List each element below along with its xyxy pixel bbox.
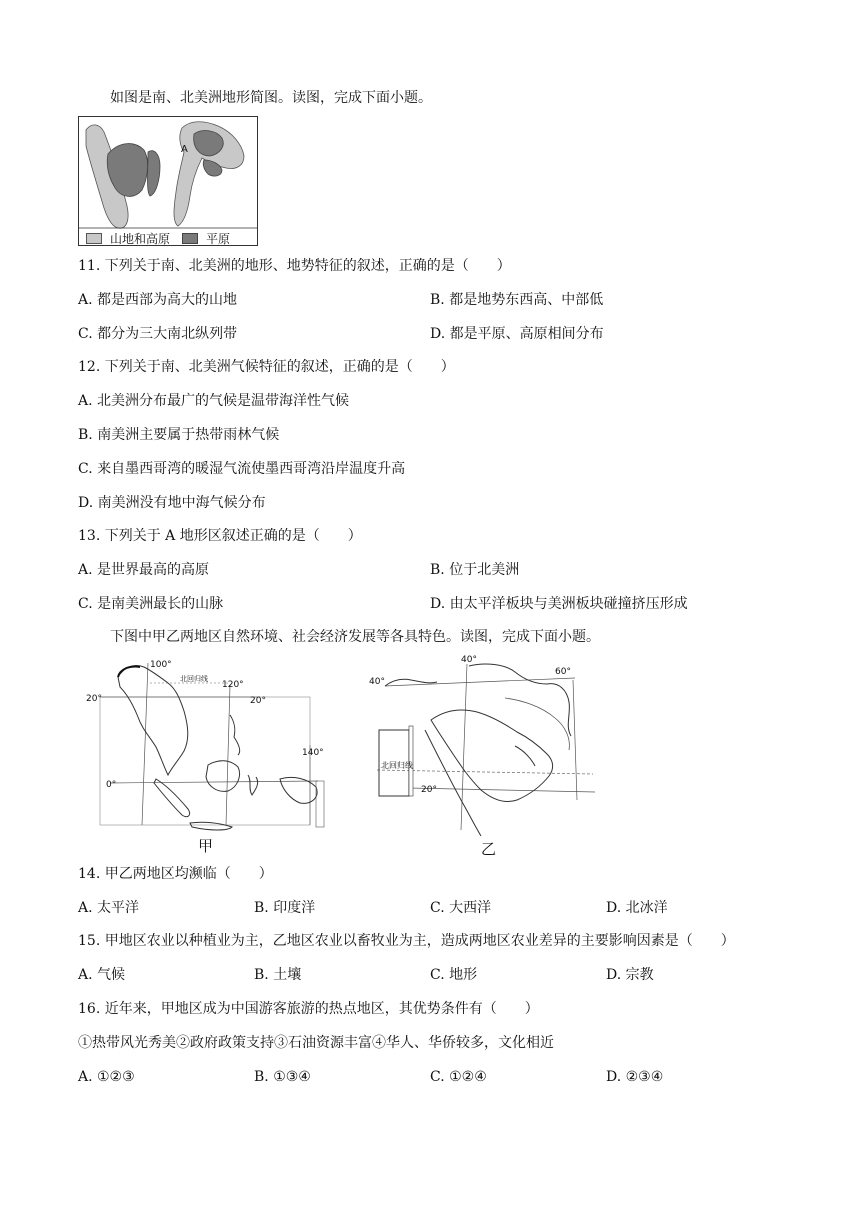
label-a: A	[181, 144, 188, 155]
q12-option-b[interactable]: B. 南美洲主要属于热带雨林气候	[78, 427, 280, 443]
question-13: 13. 下列关于 A 地形区叙述正确的是（ ）	[78, 528, 362, 544]
q11-option-b[interactable]: B. 都是地势东西高、中部低	[430, 292, 604, 308]
yi-label-lat20: 20°	[421, 785, 437, 795]
q11-option-d[interactable]: D. 都是平原、高原相间分布	[430, 326, 604, 342]
yi-label-lon60: 60°	[555, 667, 571, 677]
q11-option-a[interactable]: A. 都是西部为高大的山地	[78, 292, 238, 308]
legend-swatch-mountains	[86, 233, 102, 244]
question-12: 12. 下列关于南、北美洲气候特征的叙述，正确的是（ ）	[78, 359, 455, 375]
jia-label-lat0: 0°	[106, 780, 117, 790]
jia-label-lat20-right: 20°	[250, 696, 266, 706]
q13-option-a[interactable]: A. 是世界最高的高原	[78, 562, 210, 578]
q16-option-c[interactable]: C. ①②④	[430, 1069, 487, 1085]
q15-option-d[interactable]: D. 宗教	[606, 967, 654, 983]
yi-title: 乙	[481, 840, 497, 858]
q15-option-b[interactable]: B. 土壤	[254, 967, 302, 983]
q13-option-c[interactable]: C. 是南美洲最长的山脉	[78, 596, 224, 612]
americas-terrain-svg	[78, 116, 258, 246]
intro-text-1: 如图是南、北美洲地形简图。读图，完成下面小题。	[110, 90, 432, 106]
q12-option-d[interactable]: D. 南美洲没有地中海气候分布	[78, 495, 266, 511]
legend	[86, 230, 230, 247]
yi-label-tropic: 北回归线	[381, 761, 413, 770]
jia-label-lon120: 120°	[222, 680, 244, 690]
map-yi-svg	[365, 650, 605, 862]
q14-option-c[interactable]: C. 大西洋	[430, 900, 492, 916]
jia-label-lon100: 100°	[150, 660, 172, 670]
map-yi	[365, 650, 605, 862]
map-jia-svg	[80, 655, 330, 855]
question-14: 14. 甲乙两地区均濒临（ ）	[78, 866, 273, 882]
q15-option-a[interactable]: A. 气候	[78, 967, 126, 983]
q11-option-c[interactable]: C. 都分为三大南北纵列带	[78, 326, 238, 342]
q14-option-b[interactable]: B. 印度洋	[254, 900, 316, 916]
q13-option-b[interactable]: B. 位于北美洲	[430, 562, 520, 578]
q14-option-d[interactable]: D. 北冰洋	[606, 900, 668, 916]
jia-label-lat20-left: 20°	[86, 694, 102, 704]
question-11: 11. 下列关于南、北美洲的地形、地势特征的叙述，正确的是（ ）	[78, 258, 511, 274]
americas-terrain-map	[78, 116, 258, 246]
question-16: 16. 近年来，甲地区成为中国游客旅游的热点地区，其优势条件有（ ）	[78, 1001, 539, 1017]
legend-label-plain: 平原	[206, 232, 231, 246]
q16-option-b[interactable]: B. ①③④	[254, 1069, 311, 1085]
intro-text-2: 下图中甲乙两地区自然环境、社会经济发展等各具特色。读图，完成下面小题。	[110, 629, 600, 645]
q12-option-a[interactable]: A. 北美洲分布最广的气候是温带海洋性气候	[78, 393, 350, 409]
q15-option-c[interactable]: C. 地形	[430, 967, 478, 983]
jia-label-tropic: 北回归线	[180, 675, 208, 683]
question-15: 15. 甲地区农业以种植业为主，乙地区农业以畜牧业为主，造成两地区农业差异的主要影响因素是（ ）	[78, 933, 735, 949]
jia-label-lon140: 140°	[302, 748, 324, 758]
q14-option-a[interactable]: A. 太平洋	[78, 900, 140, 916]
legend-swatch-plain	[182, 233, 198, 244]
jia-title: 甲	[198, 837, 214, 855]
q12-option-c[interactable]: C. 来自墨西哥湾的暖湿气流使墨西哥湾沿岸温度升高	[78, 461, 406, 477]
question-16-conditions: ①热带风光秀美②政府政策支持③石油资源丰富④华人、华侨较多，文化相近	[78, 1035, 554, 1051]
map-jia	[80, 655, 330, 855]
q16-option-d[interactable]: D. ②③④	[606, 1069, 664, 1085]
q16-option-a[interactable]: A. ①②③	[78, 1069, 135, 1085]
yi-label-lat40: 40°	[369, 677, 385, 687]
q13-option-d[interactable]: D. 由太平洋板块与美洲板块碰撞挤压形成	[430, 596, 688, 612]
yi-label-lon40: 40°	[461, 655, 477, 665]
legend-label-mountains: 山地和高原	[110, 232, 171, 246]
